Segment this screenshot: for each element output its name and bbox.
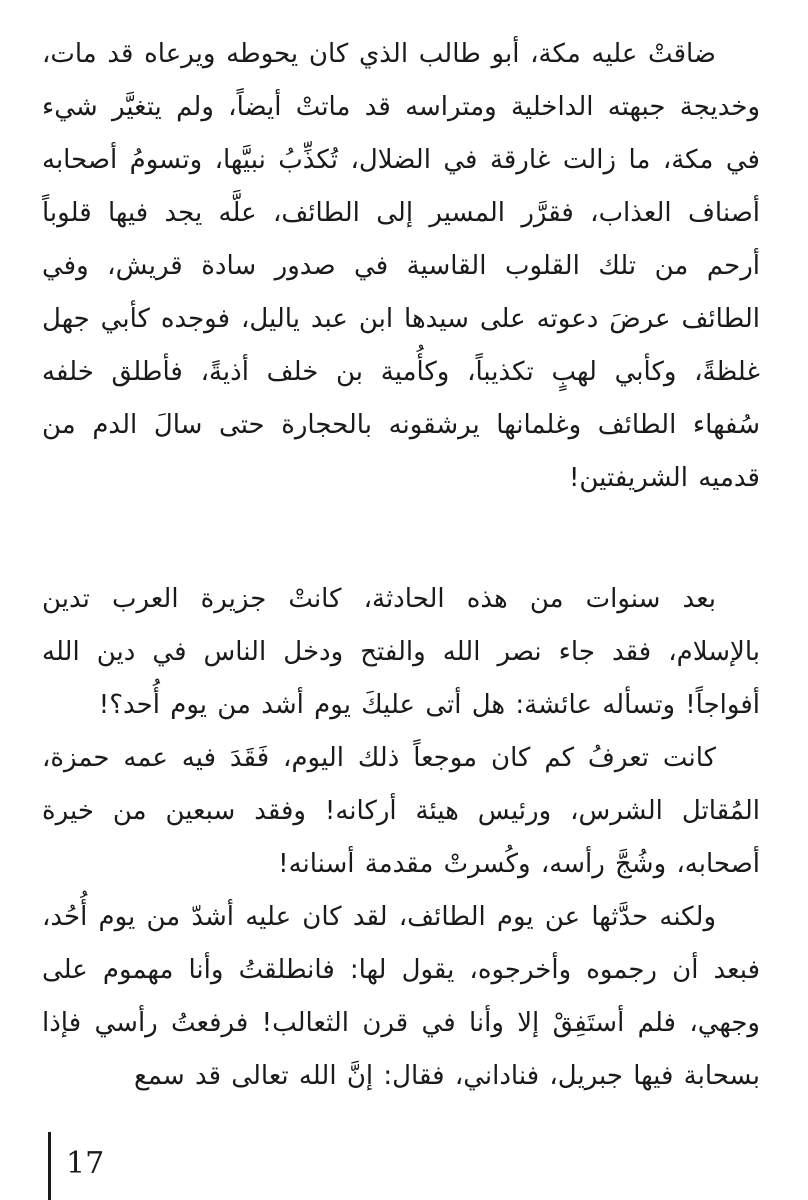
paragraph-day-of-uhud: كانت تعرفُ كم كان موجعاً ذلك اليوم، فَقَدَ فيه عمه حمزة، المُقاتل الشرس، ورئيس هيئة أركانه! وفقد سبعين من خيرة أصحابه، وشُجَّ رأسه، وكُسرتْ مقدمة أسنانه! xyxy=(42,743,760,879)
paragraph-years-later: بعد سنوات من هذه الحادثة، كانتْ جزيرة العرب تدين بالإسلام، فقد جاء نصر الله والفتح ودخل الناس في دين الله أفواجاً! وتسأله عائشة: هل أتى عليكَ يوم أشد من يوم أُحد؟! xyxy=(42,584,760,720)
text-block-bottom xyxy=(42,573,760,1103)
paragraph-day-of-taif: ولكنه حدَّثها عن يوم الطائف، لقد كان عليه أشدّ من يوم أُحُد، فبعد أن رجموه وأخرجوه، يقول لها: فانطلقتُ وأنا مهموم على وجهي، فلم أستَفِقْ إلا وأنا في قرن الثعالب! فرفعتُ رأسي فإذا بسحابة فيها جبريل، فناداني، فقال: إنَّ الله تعالى قد سمع xyxy=(42,902,760,1091)
footer-divider xyxy=(48,1132,51,1200)
page-number: 17 xyxy=(66,1146,105,1181)
text-block-top xyxy=(42,28,760,505)
paragraph-taif-journey: ضاقتْ عليه مكة، أبو طالب الذي كان يحوطه ويرعاه قد مات، وخديجة جبهته الداخلية ومتراسه قد ماتتْ أيضاً، ولم يتغيَّر شيء في مكة، ما زالت غارقة في الضلال، تُكذِّبُ نبيَّها، وتسومُ أصحابه أصناف العذاب، فقرَّر المسير إلى الطائف، علَّه يجد فيها قلوباً أرحم من تلك القلوب القاسية في صدور سادة قريش، وفي الطائف عرضَ دعوته على سيدها ابن عبد ياليل، فوجده كأبي جهل غلظةً، وكأبي لهبٍ تكذيباً، وكأُمية بن خلف أذيةً، فأطلق خلفه سُفهاء الطائف وغلمانها يرشقونه بالحجارة حتى سالَ الدم من قدميه الشريفتين! xyxy=(42,39,760,493)
